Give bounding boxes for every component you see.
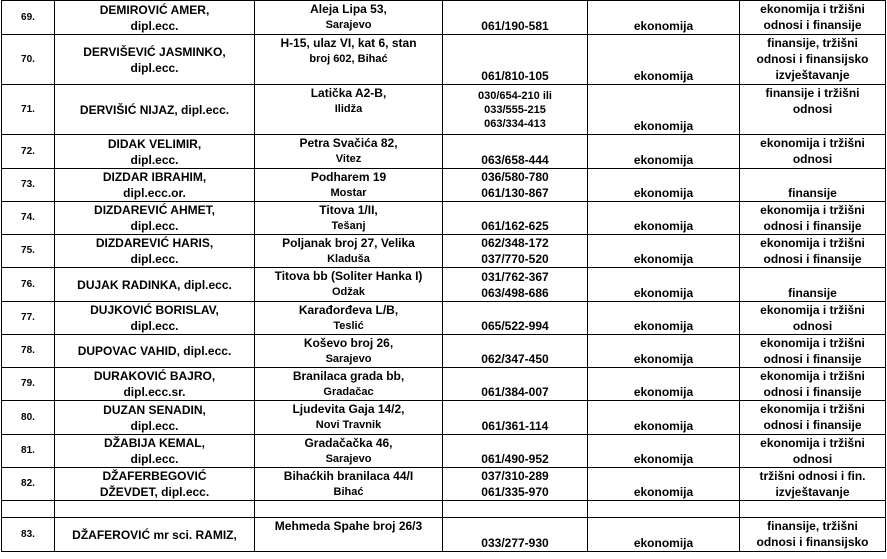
field-of-expertise: ekonomija xyxy=(588,335,740,368)
row-number: 75. xyxy=(2,235,55,268)
table-row xyxy=(2,235,886,268)
phone-number-line: 061/335-970 xyxy=(481,485,549,499)
table-row xyxy=(2,302,886,335)
specialization-line: odnosi xyxy=(792,319,833,333)
address-line: Ilidža xyxy=(334,103,363,115)
specialization-line: odnosi xyxy=(792,102,833,116)
table-row xyxy=(2,35,886,85)
person-name-line: DUPOVAC VAHID, dipl.ecc. xyxy=(77,344,232,358)
row-number: 82. xyxy=(2,468,55,501)
phone-number-line: 033/277-930 xyxy=(481,536,549,550)
phone-number xyxy=(443,335,588,368)
address-line: Gradačac xyxy=(323,386,374,398)
phone-number-line: 065/522-994 xyxy=(481,319,549,333)
address-line: Bihać xyxy=(333,486,364,498)
phone-number xyxy=(443,518,588,552)
address-line: Ljudevita Gaja 14/2, xyxy=(292,402,405,416)
specialization-line: ekonomija i tržišni xyxy=(760,436,865,450)
address-line: Mostar xyxy=(330,187,367,199)
field-of-expertise: ekonomija xyxy=(588,169,740,202)
field-of-expertise: ekonomija xyxy=(588,518,740,552)
field-of-expertise: ekonomija xyxy=(588,401,740,435)
person-name-line: DIZDAREVIĆ HARIS, xyxy=(95,236,214,250)
specialization-line: ekonomija i tržišni xyxy=(760,2,865,16)
table-row xyxy=(2,169,886,202)
specialization-line: ekonomija i tržišni xyxy=(760,402,865,416)
phone-number xyxy=(443,135,588,169)
row-number: 77. xyxy=(2,302,55,335)
table-row xyxy=(2,135,886,169)
field-of-expertise: ekonomija xyxy=(588,135,740,169)
person-name-line: DERVIŠIĆ NIJAZ, dipl.ecc. xyxy=(79,102,230,117)
phone-number xyxy=(443,401,588,435)
field-of-expertise: ekonomija xyxy=(588,85,740,135)
address-line: Mehmeda Spahe broj 26/3 xyxy=(274,519,423,533)
address xyxy=(255,1,443,35)
specialization-line: odnosi i finansije xyxy=(763,418,862,432)
phone-number-line: 037/770-520 xyxy=(481,252,549,266)
table-row xyxy=(2,518,886,552)
specialization-line: odnosi i finansije xyxy=(763,252,862,266)
specialization xyxy=(740,1,886,35)
specialization xyxy=(740,235,886,268)
table-row xyxy=(2,368,886,401)
person-name xyxy=(55,335,255,368)
row-number xyxy=(2,501,55,518)
person-name-line: DEMIROVIĆ AMER, xyxy=(99,2,210,17)
address-line: Titova bb (Soliter Hanka I) xyxy=(274,269,423,283)
address xyxy=(255,35,443,85)
person-name xyxy=(55,435,255,468)
person-name-line: dipl.ecc. xyxy=(130,60,179,75)
phone-number xyxy=(443,435,588,468)
phone-number-line: 031/762-367 xyxy=(481,270,549,284)
address xyxy=(255,85,443,135)
specialization-line: odnosi i finansije xyxy=(763,219,862,233)
person-name xyxy=(55,368,255,401)
table-row xyxy=(2,85,886,135)
person-name xyxy=(55,85,255,135)
specialization-line: finansije i tržišni xyxy=(765,86,860,100)
address xyxy=(255,435,443,468)
address xyxy=(255,335,443,368)
person-name-line: dipl.ecc.sr. xyxy=(123,385,186,399)
specialization xyxy=(740,85,886,135)
person-name-line: dipl.ecc. xyxy=(130,418,179,433)
address xyxy=(255,468,443,501)
address-line: Novi Travnik xyxy=(315,419,382,431)
person-name-line: dipl.ecc. xyxy=(130,219,179,233)
phone-number-line: 061/384-007 xyxy=(481,385,549,399)
specialization xyxy=(740,302,886,335)
phone-number xyxy=(443,235,588,268)
address-line: Sarajevo xyxy=(325,353,372,365)
field-of-expertise: ekonomija xyxy=(588,202,740,235)
specialization-line: odnosi i finansijsko xyxy=(756,52,869,66)
person-name-line: DUJAK RADINKA, dipl.ecc. xyxy=(77,277,232,292)
row-number: 72. xyxy=(2,135,55,169)
phone-number-line: 033/555-215 xyxy=(484,103,546,116)
person-name xyxy=(55,1,255,35)
person-name xyxy=(55,468,255,501)
phone-number xyxy=(443,468,588,501)
address-line: Kladuša xyxy=(327,253,370,265)
address xyxy=(255,235,443,268)
specialization-line: tržišni odnosi i fin. xyxy=(759,469,866,483)
specialization-line: ekonomija i tržišni xyxy=(760,336,865,350)
specialization xyxy=(740,335,886,368)
person-name-line: DŽAFERBEGOVIĆ xyxy=(102,469,207,483)
specialization xyxy=(740,135,886,169)
address-line: Titova 1/II, xyxy=(319,203,378,217)
field-of-expertise: ekonomija xyxy=(588,235,740,268)
person-name-line: DIZDAREVIĆ AHMET, xyxy=(94,203,215,217)
address xyxy=(255,202,443,235)
person-name-line: DIZDAR IBRAHIM, xyxy=(102,170,207,184)
table-row xyxy=(2,335,886,368)
table-row xyxy=(2,501,886,518)
phone-number xyxy=(443,35,588,85)
person-name-line: dipl.ecc. xyxy=(130,252,179,266)
specialization-line: odnosi i finansije xyxy=(763,18,862,32)
address xyxy=(255,302,443,335)
specialization-line: finansije xyxy=(788,286,837,300)
address-line: Tešanj xyxy=(331,220,366,232)
specialization xyxy=(740,35,886,85)
field-of-expertise: ekonomija xyxy=(588,268,740,302)
field-of-expertise: ekonomija xyxy=(588,35,740,85)
address xyxy=(255,368,443,401)
phone-number xyxy=(443,85,588,135)
row-number: 70. xyxy=(2,35,55,85)
specialization xyxy=(740,435,886,468)
address xyxy=(255,401,443,435)
field-of-expertise: ekonomija xyxy=(588,435,740,468)
phone-number-line: 061/361-114 xyxy=(481,419,549,433)
address-line: Branilaca grada bb, xyxy=(292,369,405,383)
field-of-expertise: ekonomija xyxy=(588,302,740,335)
row-number: 81. xyxy=(2,435,55,468)
address-line: Latička A2-B, xyxy=(310,86,387,100)
address-line: Gradačačka 46, xyxy=(304,436,393,450)
specialization-line: ekonomija i tržišni xyxy=(760,136,865,150)
table-row xyxy=(2,202,886,235)
table-row xyxy=(2,268,886,302)
phone-number-line: 036/580-780 xyxy=(481,170,549,184)
specialization-line: ekonomija i tržišni xyxy=(760,236,865,250)
address-line: Vitez xyxy=(335,153,362,165)
phone-number-line: 030/654-210 ili xyxy=(477,89,552,102)
specialization xyxy=(740,518,886,552)
field-of-expertise: ekonomija xyxy=(588,1,740,35)
person-name-line: DUZAN SENADIN, xyxy=(103,402,206,417)
person-name-line: dipl.ecc. xyxy=(130,152,179,167)
phone-number-line: 061/490-952 xyxy=(481,452,549,466)
address xyxy=(255,169,443,202)
phone-number-line: 063/658-444 xyxy=(481,153,549,167)
address xyxy=(255,268,443,302)
phone-number xyxy=(443,1,588,35)
table-row xyxy=(2,1,886,35)
specialization xyxy=(740,401,886,435)
specialization-line: ekonomija i tržišni xyxy=(760,203,865,217)
person-name xyxy=(55,518,255,552)
specialization-line: ekonomija i tržišni xyxy=(760,369,865,383)
address-line: Koševo broj 26, xyxy=(303,336,394,350)
phone-number xyxy=(443,368,588,401)
phone-number xyxy=(443,169,588,202)
address xyxy=(255,501,443,518)
phone-number-line: 063/334-413 xyxy=(484,117,546,130)
address-line: Podharem 19 xyxy=(310,170,387,184)
specialization-line: ekonomija i tržišni xyxy=(760,303,865,317)
phone-number-line: 061/162-625 xyxy=(481,219,549,233)
address xyxy=(255,135,443,169)
address-line: Sarajevo xyxy=(325,453,372,465)
person-name xyxy=(55,202,255,235)
address-line: broj 602, Bihać xyxy=(309,53,388,65)
field-of-expertise: ekonomija xyxy=(588,368,740,401)
person-name-line: DUJKOVIĆ BORISLAV, xyxy=(90,303,219,317)
person-name-line: DŽAFEROVIĆ mr sci. RAMIZ, xyxy=(72,527,237,542)
phone-number xyxy=(443,202,588,235)
address xyxy=(255,518,443,552)
person-name xyxy=(55,169,255,202)
person-name xyxy=(55,235,255,268)
person-name-line: dipl.ecc. xyxy=(130,452,179,466)
row-number: 83. xyxy=(2,518,55,552)
row-number: 80. xyxy=(2,401,55,435)
person-name xyxy=(55,135,255,169)
address-line: Odžak xyxy=(331,286,365,298)
specialization-line: izvještavanje xyxy=(775,68,850,82)
row-number: 79. xyxy=(2,368,55,401)
phone-number-line: 063/498-686 xyxy=(481,286,549,300)
specialization-line: odnosi xyxy=(792,152,833,166)
specialization xyxy=(740,468,886,501)
phone-number-line: 061/810-105 xyxy=(481,69,549,83)
person-name xyxy=(55,268,255,302)
row-number: 69. xyxy=(2,1,55,35)
row-number: 73. xyxy=(2,169,55,202)
person-name xyxy=(55,401,255,435)
phone-number-line: 062/347-450 xyxy=(481,352,549,366)
phone-number xyxy=(443,302,588,335)
phone-number xyxy=(443,501,588,518)
field-of-expertise xyxy=(588,501,740,518)
specialization-line: finansije, tržišni xyxy=(767,36,858,50)
row-number: 74. xyxy=(2,202,55,235)
phone-number xyxy=(443,268,588,302)
address-line: Bihaćkih branilaca 44/I xyxy=(283,469,414,483)
address-line: H-15, ulaz VI, kat 6, stan xyxy=(280,36,417,50)
field-of-expertise: ekonomija xyxy=(588,468,740,501)
phone-number-line: 061/190-581 xyxy=(481,19,549,33)
person-name-line: DERVIŠEVIĆ JASMINKO, xyxy=(83,44,226,59)
specialization-line: odnosi i finansijsko xyxy=(756,535,869,549)
table-row xyxy=(2,468,886,501)
address-line: Karađorđeva L/B, xyxy=(298,303,399,317)
phone-number-line: 062/348-172 xyxy=(481,236,549,250)
specialization xyxy=(740,368,886,401)
row-number: 71. xyxy=(2,85,55,135)
person-name-line: DURAKOVIĆ BAJRO, xyxy=(93,369,216,383)
person-name-line: DŽABIJA KEMAL, xyxy=(104,436,205,450)
specialization xyxy=(740,169,886,202)
specialization xyxy=(740,501,886,518)
row-number: 76. xyxy=(2,268,55,302)
person-name-line: dipl.ecc. xyxy=(130,18,179,33)
specialization-line: odnosi xyxy=(792,452,833,466)
address-line: Sarajevo xyxy=(325,19,372,31)
specialization-line: finansije, tržišni xyxy=(767,519,858,533)
specialization-line: odnosi i finansije xyxy=(763,352,862,366)
specialization-line: izvještavanje xyxy=(775,485,850,499)
phone-number-line: 061/130-867 xyxy=(481,186,549,200)
table-row xyxy=(2,435,886,468)
specialization xyxy=(740,268,886,302)
experts-table xyxy=(1,0,886,552)
person-name-line: dipl.ecc. xyxy=(130,319,179,333)
person-name xyxy=(55,501,255,518)
person-name-line: DIDAK VELIMIR, xyxy=(107,136,202,151)
person-name-line: dipl.ecc.or. xyxy=(123,186,186,200)
row-number: 78. xyxy=(2,335,55,368)
table-body xyxy=(2,1,886,552)
person-name xyxy=(55,302,255,335)
specialization-line: odnosi i finansije xyxy=(763,385,862,399)
specialization-line: finansije xyxy=(788,186,837,200)
table-row xyxy=(2,401,886,435)
address-line: Petra Svačića 82, xyxy=(299,136,398,150)
person-name-line: DŽEVDET, dipl.ecc. xyxy=(99,485,210,499)
person-name xyxy=(55,35,255,85)
address-line: Poljanak broj 27, Velika xyxy=(282,236,415,250)
specialization xyxy=(740,202,886,235)
address-line: Aleja Lipa 53, xyxy=(310,2,387,16)
phone-number-line: 037/310-289 xyxy=(481,469,549,483)
address-line: Teslić xyxy=(333,320,364,332)
